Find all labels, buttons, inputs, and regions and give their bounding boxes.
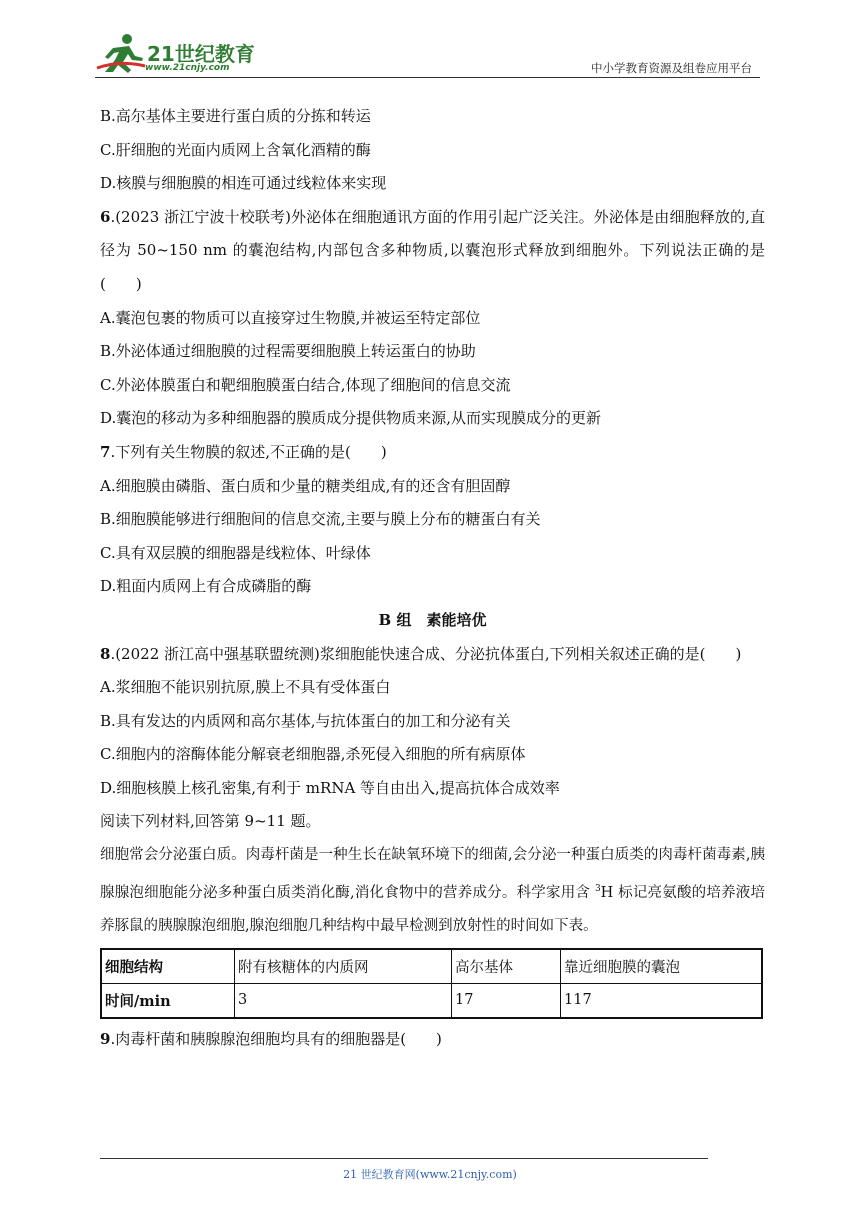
header-divider	[95, 77, 760, 78]
q8-option-a: A.浆细胞不能识别抗原,膜上不具有受体蛋白	[100, 678, 391, 697]
q5-option-d: D.核膜与细胞膜的相连可通过线粒体来实现	[100, 174, 387, 193]
material-text: H 标记亮氨酸的培养液培养豚鼠的胰腺腺泡细胞,腺泡细胞几种结构中最早检测到放射性的时间如下表。	[100, 884, 765, 935]
table-row	[101, 983, 762, 1018]
q5-option-c: C.肝细胞的光面内质网上含氧化酒精的酶	[100, 140, 371, 159]
q6-option-b: B.外泌体通过细胞膜的过程需要细胞膜上转运蛋白的协助	[100, 342, 476, 361]
q7-option-c: C.具有双层膜的细胞器是线粒体、叶绿体	[100, 543, 371, 562]
question-8	[100, 638, 765, 672]
table-cell: 高尔基体	[452, 949, 561, 984]
table-cell: 117	[561, 983, 763, 1018]
isotope-superscript: 3	[594, 883, 601, 894]
question-6	[100, 201, 765, 302]
table-cell: 附有核糖体的内质网	[235, 949, 452, 984]
footer-divider	[100, 1158, 708, 1159]
q6-option-c: C.外泌体膜蛋白和靶细胞膜蛋白结合,体现了细胞间的信息交流	[100, 375, 511, 394]
logo-text: 21世纪教育	[147, 42, 255, 66]
table-cell: 17	[452, 983, 561, 1018]
question-number: 6	[100, 207, 111, 226]
question-text: .肉毒杆菌和胰腺腺泡细胞均具有的细胞器是( )	[110, 1029, 442, 1048]
table-cell: 时间/min	[101, 983, 235, 1018]
runner-logo-icon	[95, 32, 147, 76]
question-number: 9	[100, 1029, 111, 1048]
page-header	[95, 32, 760, 80]
logo	[95, 32, 265, 76]
q8-option-c: C.细胞内的溶酶体能分解衰老细胞器,杀死侵入细胞的所有病原体	[100, 745, 526, 764]
q7-option-a: A.细胞膜由磷脂、蛋白质和少量的糖类组成,有的还含有胆固醇	[100, 476, 511, 495]
q5-option-b: B.高尔基体主要进行蛋白质的分拣和转运	[100, 107, 371, 125]
data-table	[100, 948, 763, 1019]
question-content	[100, 100, 765, 1056]
question-7	[100, 436, 765, 470]
question-text: .(2023 浙江宁波十校联考)外泌体在细胞通讯方面的作用引起广泛关注。外泌体是由细胞释放的,直径为 50~150 nm 的囊泡结构,内部包含多种物质,以囊泡形式释放到细胞外。下列说法正确的是( )	[100, 207, 765, 293]
q7-option-b: B.细胞膜能够进行细胞间的信息交流,主要与膜上分布的糖蛋白有关	[100, 510, 541, 529]
q8-option-d: D.细胞核膜上核孔密集,有利于 mRNA 等自由出入,提高抗体合成效率	[100, 778, 560, 797]
section-heading: B 组 素能培优	[378, 610, 487, 629]
logo-url: www.21cnjy.com	[145, 63, 230, 73]
q8-option-b: B.具有发达的内质网和高尔基体,与抗体蛋白的加工和分泌有关	[100, 711, 511, 730]
question-number: 8	[100, 644, 111, 663]
reading-material	[100, 839, 765, 944]
q6-option-d: D.囊泡的移动为多种细胞器的膜质成分提供物质来源,从而实现膜成分的更新	[100, 409, 602, 428]
page-footer[interactable]: 21 世纪教育网(www.21cnjy.com)	[343, 1168, 517, 1181]
q7-option-d: D.粗面内质网上有合成磷脂的酶	[100, 577, 312, 596]
table-header-row	[101, 949, 762, 984]
material-text: 细胞常会分泌蛋白质。肉毒杆菌是一种生长在缺氧环境下的细菌,会分泌一种蛋白质类的肉毒杆菌毒素,胰腺腺泡细胞能分泌多种蛋白质类消化酶,消化食物中的营养成分。科学家用含	[100, 847, 765, 901]
question-9	[100, 1023, 765, 1057]
question-text: .(2022 浙江高中强基联盟统测)浆细胞能快速合成、分泌抗体蛋白,下列相关叙述正确的是( )	[110, 644, 742, 663]
reading-instruction: 阅读下列材料,回答第 9~11 题。	[100, 812, 321, 831]
platform-name: 中小学教育资源及组卷应用平台	[591, 61, 752, 75]
q6-option-a: A.囊泡包裹的物质可以直接穿过生物膜,并被运至特定部位	[100, 308, 481, 327]
table-cell: 靠近细胞膜的囊泡	[561, 949, 763, 984]
question-number: 7	[100, 442, 111, 461]
question-text: .下列有关生物膜的叙述,不正确的是( )	[110, 442, 387, 461]
table-cell: 3	[235, 983, 452, 1018]
table-cell: 细胞结构	[101, 949, 235, 984]
